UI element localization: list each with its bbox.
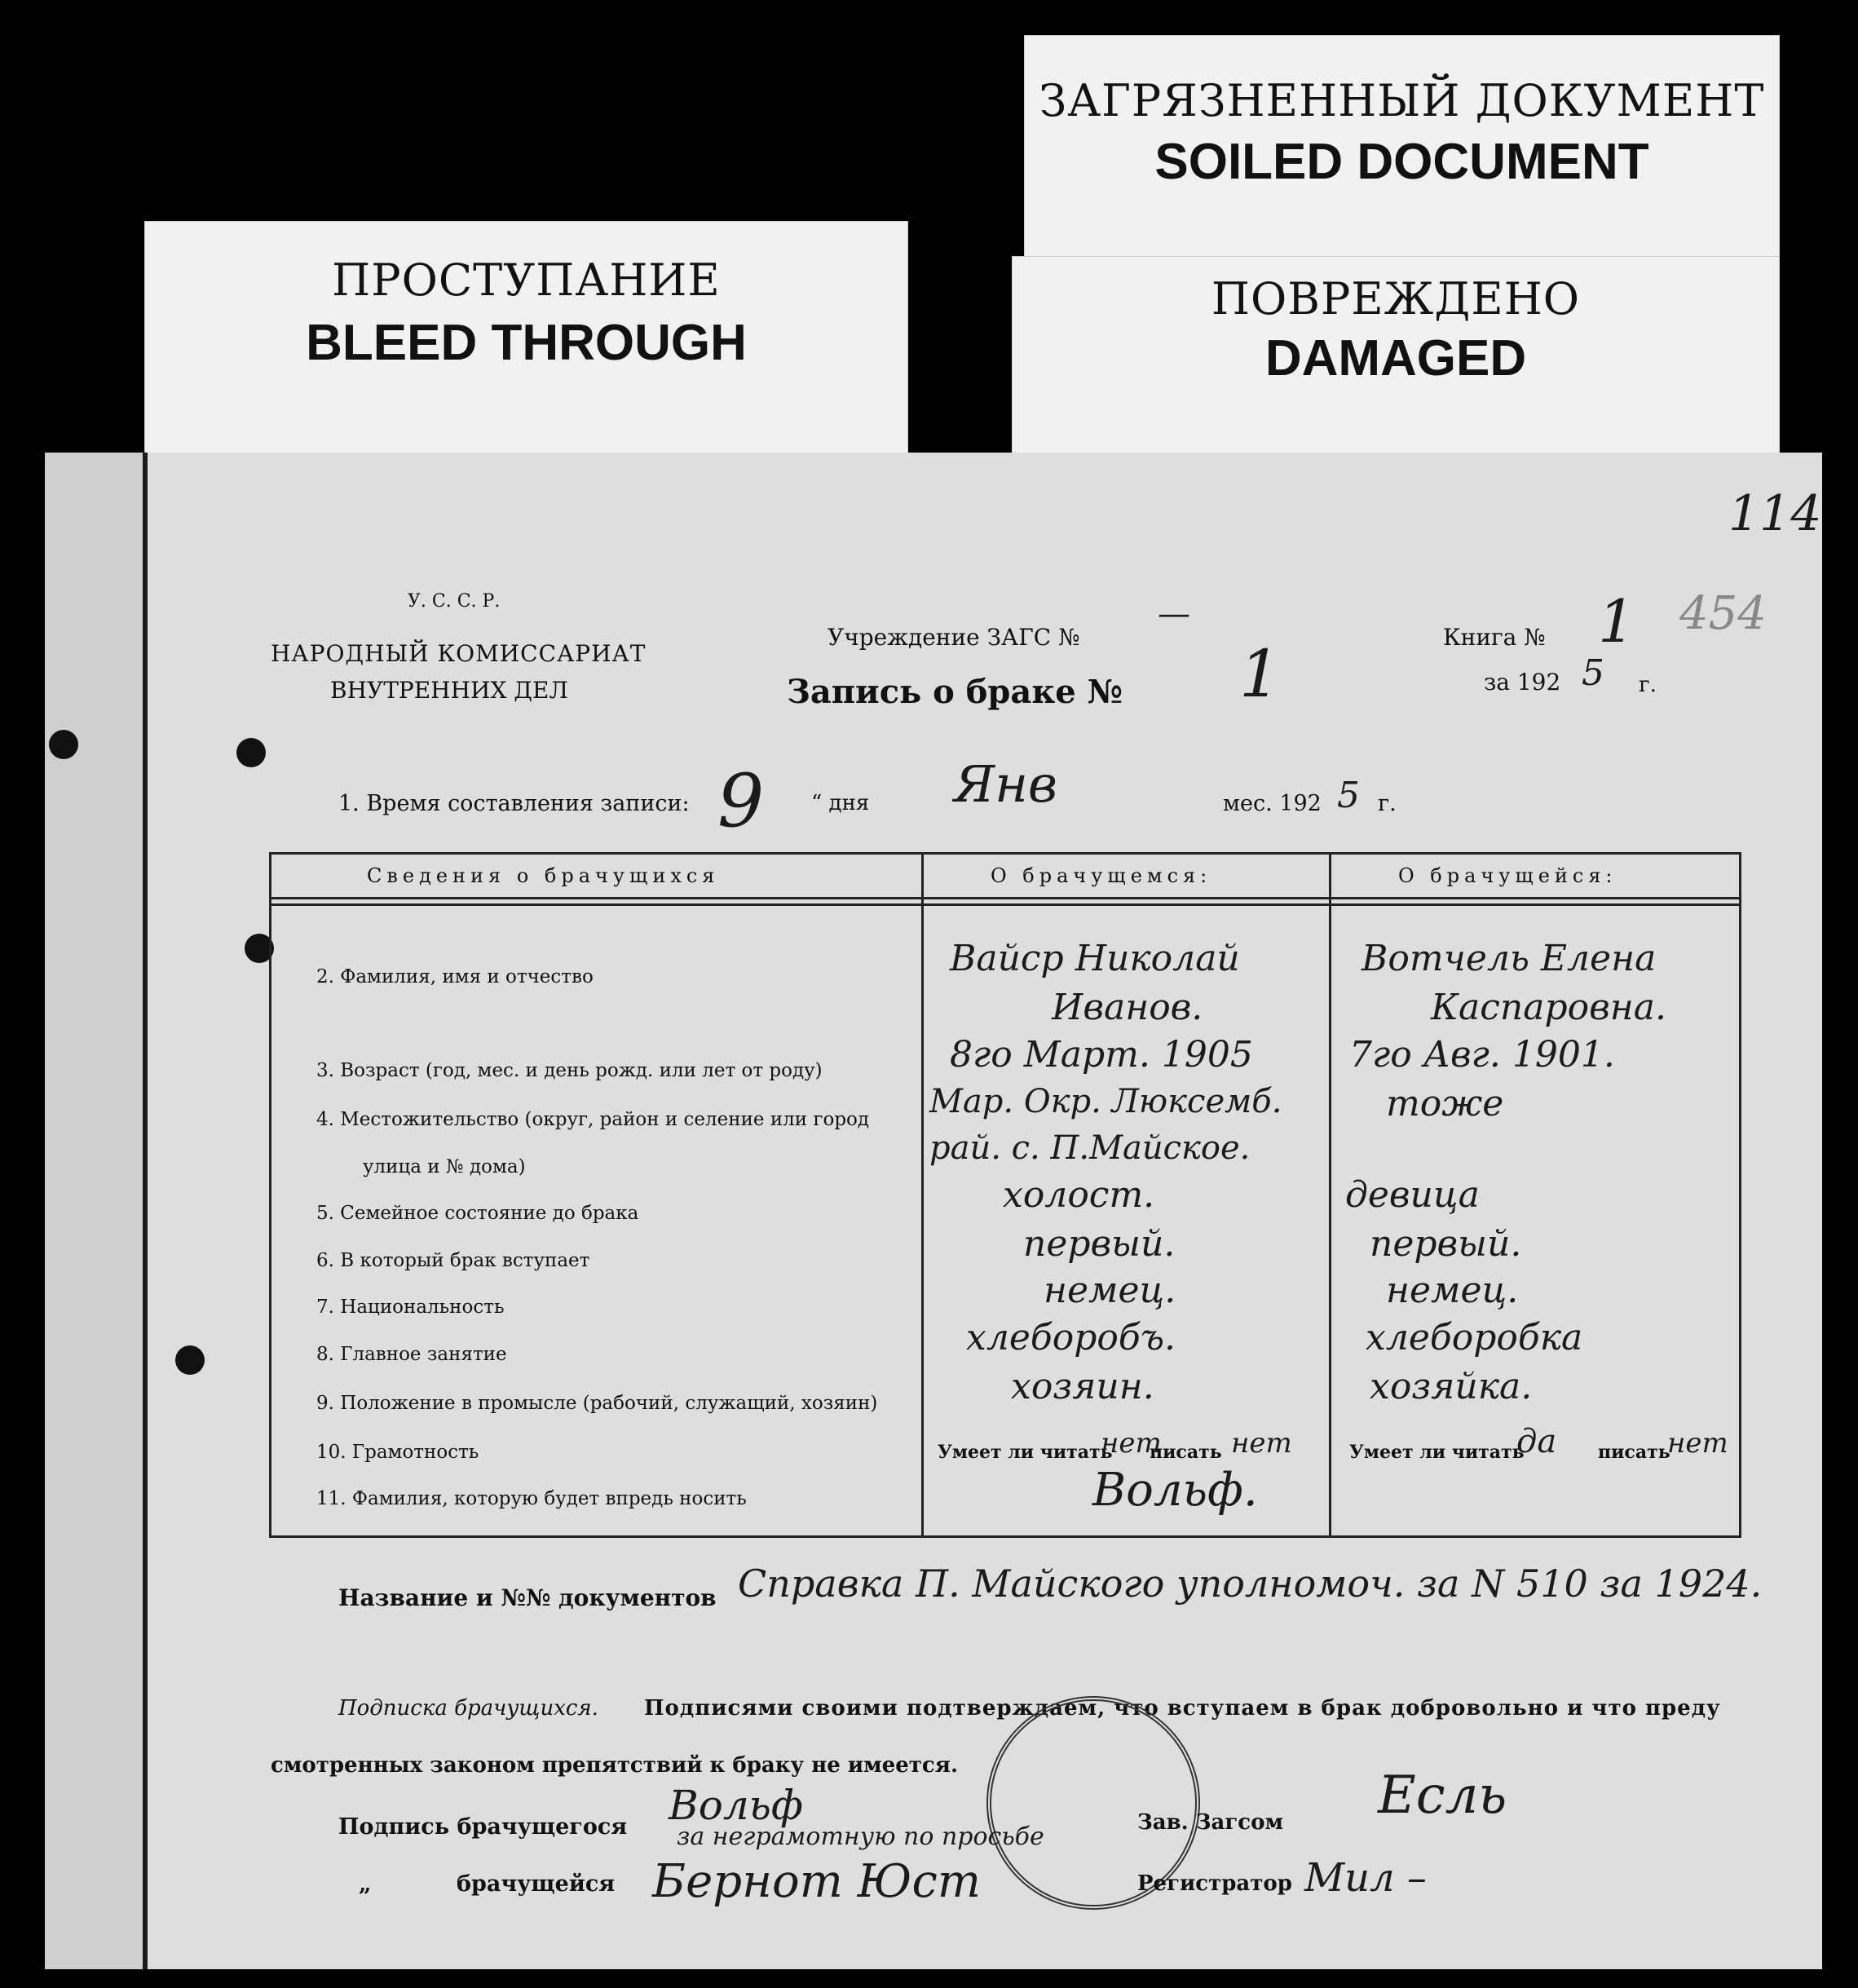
- groom-marriage-count: первый.: [1023, 1223, 1176, 1265]
- groom-write-value: нет: [1231, 1427, 1292, 1460]
- punch-hole: [49, 730, 78, 759]
- registrar-signature: Мил –: [1304, 1855, 1427, 1901]
- bride-marriage-count: первый.: [1370, 1223, 1522, 1265]
- punch-hole: [236, 738, 266, 767]
- damaged-en: DAMAGED: [1264, 330, 1527, 387]
- head-of-zags-signature: Есль: [1378, 1765, 1507, 1826]
- row-label-future-surname: 11. Фамилия, которую будет впредь носить: [316, 1488, 747, 1509]
- documents-value: Справка П. Майского уполномоч. за N 510 за 1924.: [738, 1562, 1763, 1606]
- soiled-document-ru: ЗАГРЯЗНЕННЫЙ ДОКУМЕНТ: [1039, 75, 1765, 126]
- groom-patronymic: Иванов.: [1052, 987, 1203, 1028]
- documents-label: Название и №№ документов: [338, 1584, 717, 1611]
- groom-signature-label: Подпись брачущегося: [338, 1814, 628, 1840]
- bride-signature-prefix: „: [359, 1871, 372, 1897]
- commissariat-line-1: НАРОДНЫЙ КОМИССАРИАТ: [271, 640, 647, 667]
- bride-marital-status: девица: [1345, 1174, 1480, 1216]
- item1-month-label: мес. 192: [1223, 791, 1322, 816]
- year-digit: 5: [1582, 652, 1604, 694]
- item1-day-label: “ дня: [811, 791, 870, 815]
- groom-residence-2: рай. с. П.Майское.: [929, 1129, 1251, 1167]
- bleed-through-label-card: [145, 222, 907, 491]
- head-of-zags-label: Зав. Загсом: [1137, 1810, 1284, 1835]
- item1-label: 1. Время составления записи:: [338, 791, 690, 816]
- punch-hole: [175, 1345, 205, 1375]
- row-label-name: 2. Фамилия, имя и отчество: [316, 966, 594, 987]
- groom-write-label: писать: [1150, 1442, 1222, 1463]
- registrar-label: Регистратор: [1137, 1871, 1292, 1896]
- ussr-label: У. С. С. Р.: [408, 591, 501, 612]
- bride-read-value: да: [1516, 1423, 1557, 1460]
- commissariat-line-2: ВНУТРЕННИХ ДЕЛ: [330, 677, 568, 704]
- row-label-marital-status: 5. Семейное состояние до брака: [316, 1203, 639, 1224]
- subscription-label: Подписка брачущихся.: [338, 1696, 598, 1721]
- bride-signature-label: брачущейся: [457, 1871, 616, 1897]
- damaged-ru: ПОВРЕЖДЕНО: [1211, 273, 1581, 325]
- bride-signature-note: за неграмотную по просьбе: [677, 1822, 1044, 1851]
- bride-residence: тоже: [1386, 1083, 1504, 1124]
- item1-day: 9: [717, 758, 765, 844]
- soiled-document-label-card: [1025, 36, 1779, 281]
- groom-future-surname: Вольф.: [1092, 1464, 1258, 1517]
- page-number: 114: [1728, 485, 1822, 542]
- row-label-residence-2: улица и № дома): [363, 1156, 526, 1177]
- bride-write-label: писать: [1598, 1442, 1670, 1463]
- groom-read-label: Умеет ли читать: [938, 1442, 1113, 1463]
- row-label-literacy: 10. Грамотность: [316, 1442, 479, 1463]
- groom-birthdate: 8го Март. 1905: [950, 1034, 1253, 1076]
- item1-year-suffix: г.: [1378, 791, 1397, 816]
- table-header-info: Сведения о брачущихся: [367, 864, 720, 887]
- bride-write-value: нет: [1667, 1427, 1728, 1460]
- bride-birthdate: 7го Авг. 1901.: [1349, 1034, 1615, 1076]
- groom-signature: Вольф: [669, 1782, 804, 1829]
- bleed-through-ru: ПРОСТУПАНИЕ: [332, 254, 721, 306]
- bride-name: Вотчель Елена: [1362, 938, 1657, 979]
- bride-read-label: Умеет ли читать: [1349, 1442, 1525, 1463]
- bride-position: хозяйка.: [1370, 1366, 1533, 1407]
- bride-occupation: хлеборобка: [1366, 1317, 1583, 1358]
- groom-residence-1: Мар. Окр. Люксемб.: [929, 1083, 1282, 1120]
- zags-value: —: [1158, 595, 1190, 633]
- record-title: Запись о браке №: [787, 673, 1123, 711]
- record-number: 1: [1239, 636, 1281, 712]
- row-label-position: 9. Положение в промысле (рабочий, служащий, хозяин): [316, 1393, 878, 1414]
- item1-year: 5: [1337, 775, 1360, 816]
- bride-signature: Бернот Юст: [652, 1855, 981, 1908]
- table-header-bride: О брачущейся:: [1398, 864, 1617, 887]
- row-label-residence: 4. Местожительство (округ, район и селение или город: [316, 1109, 870, 1130]
- page-number-pencil: 454: [1679, 587, 1767, 640]
- book-number: 1: [1598, 587, 1635, 656]
- soiled-document-en: SOILED DOCUMENT: [1154, 134, 1649, 190]
- subscription-line-2: смотренных законом препятствий к браку не имеется.: [271, 1753, 959, 1778]
- book-label: Книга №: [1443, 624, 1546, 651]
- table-header-groom: О брачущемся:: [991, 864, 1212, 887]
- year-suffix: г.: [1639, 673, 1657, 697]
- damaged-label-card: [1013, 257, 1779, 473]
- row-label-age: 3. Возраст (год, мес. и день рожд. или лет от роду): [316, 1060, 823, 1081]
- row-label-occupation: 8. Главное занятие: [316, 1344, 507, 1365]
- binding-spine: [45, 453, 148, 1969]
- row-label-marriage-count: 6. В который брак вступает: [316, 1250, 590, 1271]
- groom-marital-status: холост.: [1003, 1174, 1155, 1216]
- groom-read-value: нет: [1101, 1427, 1162, 1460]
- groom-nationality: немец.: [1044, 1270, 1176, 1311]
- year-label: за 192: [1484, 669, 1561, 696]
- bride-patronymic: Каспаровна.: [1431, 987, 1666, 1028]
- groom-position: хозяин.: [1011, 1366, 1154, 1407]
- subscription-line-1: Подписями своими подтверждаем, что вступаем в брак добровольно и что преду: [644, 1696, 1721, 1721]
- item1-month: Янв: [954, 754, 1057, 814]
- row-label-nationality: 7. Национальность: [316, 1297, 505, 1318]
- bride-nationality: немец.: [1386, 1270, 1519, 1311]
- groom-occupation: хлеборобъ.: [966, 1317, 1176, 1358]
- bleed-through-en: BLEED THROUGH: [306, 315, 747, 371]
- groom-name: Вайср Николай: [950, 938, 1240, 979]
- zags-label: Учреждение ЗАГС №: [827, 624, 1080, 651]
